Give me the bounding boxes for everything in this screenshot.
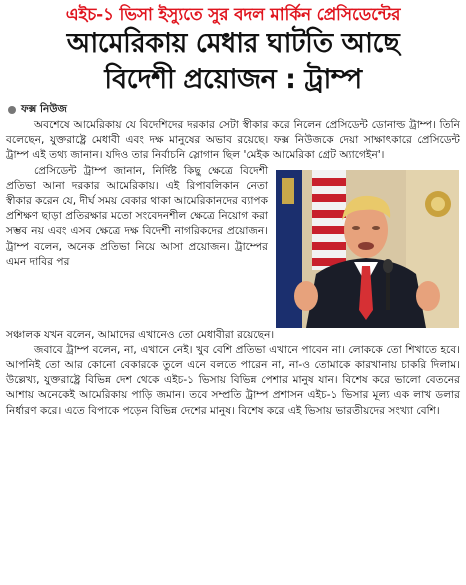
paragraph-1: অবশেষে আমেরিকায় যে বিদেশিদের দরকার সেটা স্বীকার করে নিলেন প্রেসিডেন্ট ডোনাল্ড ট্রাম্প। তিনি বলেছেন, যুক্তরাষ্ট্রে মেধাবী এবং দক্ষ মানুষের অভাব রয়েছে। ফক্স নিউজকে দেয়া সাক্ষাৎকারে প্রেসিডেন্ট ট্রাম্প এই তথ্য জানান। যদিও তার নির্বাচনি স্লোগান ছিল 'মেইক আমেরিকা গ্রেট অ্যাগেইন'। — [6, 119, 460, 162]
paragraph-2-wrapped: প্রেসিডেন্ট ট্রাম্প জানান, নির্দিষ্ট কিছু ক্ষেত্রে বিদেশী প্রতিভা আনা দরকার আমেরিকায়। এই রিপাবলিকান নেতা স্বীকার করেন যে, দীর্ঘ সময় বেকার থাকা আমেরিকানদের ব্যাপক প্রশিক্ষণ ছাড়া প্রতিরক্ষার মতো সংবেদনশীল ক্ষেত্রে নিয়োগ করা সম্ভব নয় এবং এসব ক্ষেত্রে দক্ষ বিদেশী নাগরিকদের প্রয়োজন। ট্রাম্প বলেন, অনেক প্রতিভা নিয়ে আসা প্রয়োজন। ট্রাম্পের এমন দাবির পর — [6, 164, 268, 268]
text-with-photo — [6, 164, 460, 328]
kicker-headline: এইচ-১ ভিসা ইস্যুতে সুর বদল মার্কিন প্রেসিডেন্টের — [65, 5, 401, 25]
paragraph-3: জবাবে ট্রাম্প বলেন, না, এখানে নেই। খুব বেশি প্রতিভা এখানে পাবেন না। লোককে তো শিখাতে হবে। আপনিই তো আর কোনো বেকারকে তুলে এনে বলতে পারেন না, না-ও তোমাকে কারখানায় চাকরি দিলাম। উল্লেখ্য, যুক্তরাষ্ট্রে বিভিন্ন দেশ থেকে এইচ-১ ভিসায় বিভিন্ন পেশার মানুষ যান। বিশেষ করে ভালো বেতনের আশায় অনেকেই আমেরিকায় পাড়ি জমান। তবে সম্প্রতি ট্রাম্প প্রশাসন এইচ-১ ভিসার মূল্য এক লাখ ডলার নির্ধারণ করে। এতে বিপাকে পড়েন বিভিন্ন দেশের মানুষ। বিশেষ করে এই ভিসায় ভারতীয়দের সংখ্যা বেশি। — [6, 343, 460, 417]
byline — [6, 102, 460, 118]
headline-line-1: আমেরিকায় মেধার ঘাটতি আছে — [66, 28, 400, 59]
byline-source: ফক্স নিউজ — [21, 102, 67, 115]
article-body — [6, 118, 460, 419]
trump-photo — [276, 170, 459, 328]
headline-line-2: বিদেশী প্রয়োজন : ট্রাম্প — [104, 64, 362, 95]
paragraph-2-continued: সঞ্চালক যখন বলেন, আমাদের এখানেও তো মেধাবীরা রয়েছেন। — [6, 328, 275, 341]
bullet-icon — [8, 106, 16, 114]
trump-photo-image — [276, 170, 459, 328]
